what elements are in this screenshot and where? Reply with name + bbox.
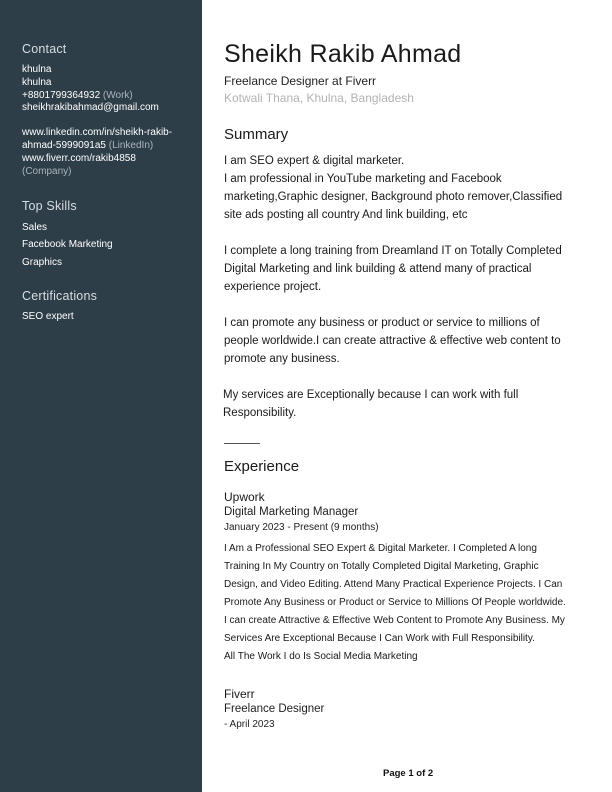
- description-line: I Am a Professional SEO Expert & Digital Marketer. I Completed A long: [224, 543, 537, 554]
- summary-line: I complete a long training from Dreamland IT on Totally Completed: [224, 245, 562, 257]
- summary-line: Digital Marketing and link building & attend many of practical: [224, 263, 532, 275]
- certifications-heading: Certifications: [22, 289, 98, 303]
- summary-line: site ads posting all country And link building, etc: [224, 209, 468, 221]
- skill-item: Graphics: [22, 257, 63, 268]
- section-divider: [224, 443, 260, 444]
- linkedin-label: (LinkedIn): [108, 140, 154, 151]
- summary-line: Responsibility.: [223, 407, 297, 419]
- contact-phone: +8801799364932: [22, 90, 101, 101]
- profile-name: Sheikh Rakib Ahmad: [224, 40, 462, 68]
- summary-line: I can promote any business or product or service to millions of: [224, 317, 540, 329]
- description-line: Training In My Country on Totally Completed Digital Marketing, Graphic: [224, 561, 539, 572]
- job-company: Upwork: [224, 490, 265, 504]
- experience-heading: Experience: [224, 458, 300, 475]
- profile-headline: Freelance Designer at Fiverr: [224, 74, 377, 88]
- job-dates: - April 2023: [224, 719, 275, 730]
- summary-paragraph-1: [224, 152, 562, 224]
- fiverr-label: (Company): [22, 166, 72, 177]
- summary-paragraph-3: [224, 314, 561, 368]
- job-company: Fiverr: [224, 687, 255, 701]
- job-role: Digital Marketing Manager: [224, 506, 359, 518]
- summary-line: promote any business.: [224, 353, 340, 365]
- profile-location: Kotwali Thana, Khulna, Bangladesh: [224, 91, 414, 105]
- contact-heading: Contact: [22, 42, 67, 56]
- skill-item: Sales: [22, 222, 48, 233]
- summary-line: people worldwide.I can create attractive & effective web content to: [224, 335, 561, 347]
- linkedin-link-line2[interactable]: ahmad-5999091a5: [22, 140, 106, 151]
- job-role: Freelance Designer: [224, 703, 325, 715]
- summary-line: experience project.: [224, 281, 322, 293]
- linkedin-link-line1[interactable]: www.linkedin.com/in/sheikh-rakib-: [22, 127, 173, 138]
- job-dates: January 2023 - Present (9 months): [224, 522, 379, 533]
- linkedin-row: [22, 139, 153, 152]
- description-line: Design, and Video Editing. Attend Many Practical Experience Projects. I Can: [224, 579, 563, 590]
- contact-city: khulna: [22, 64, 52, 75]
- job-description: [224, 540, 566, 666]
- contact-city-2: khulna: [22, 77, 52, 88]
- certification-item: SEO expert: [22, 311, 74, 322]
- sidebar: [0, 0, 202, 792]
- summary-line: I am professional in YouTube marketing and Facebook: [224, 173, 502, 185]
- contact-email[interactable]: sheikhrakibahmad@gmail.com: [22, 102, 159, 113]
- description-line: All The Work I do Is Social Media Marketing: [224, 651, 418, 662]
- description-line: I can create Attractive & Effective Web Content to Promote Any Business. My: [224, 615, 565, 626]
- skills-heading: Top Skills: [22, 199, 77, 213]
- summary-paragraph-2: [224, 242, 562, 296]
- summary-paragraph-4: [223, 386, 518, 422]
- page-number: Page 1 of 2: [383, 768, 434, 779]
- summary-line: marketing,Graphic designer, Background photo remover,Classified: [224, 191, 563, 203]
- summary-line: I am SEO expert & digital marketer.: [224, 155, 405, 167]
- summary-line: My services are Exceptionally because I can work with full: [223, 389, 519, 401]
- fiverr-link[interactable]: www.fiverr.com/rakib4858: [22, 153, 136, 164]
- summary-heading: Summary: [224, 126, 289, 143]
- description-line: Promote Any Business or Product or Service to Millions Of People worldwide.: [224, 597, 566, 608]
- contact-phone-label: (Work): [102, 90, 133, 101]
- skill-item: Facebook Marketing: [22, 239, 113, 250]
- description-line: Services Are Exceptional Because I Can Work with Full Responsibility.: [224, 633, 535, 644]
